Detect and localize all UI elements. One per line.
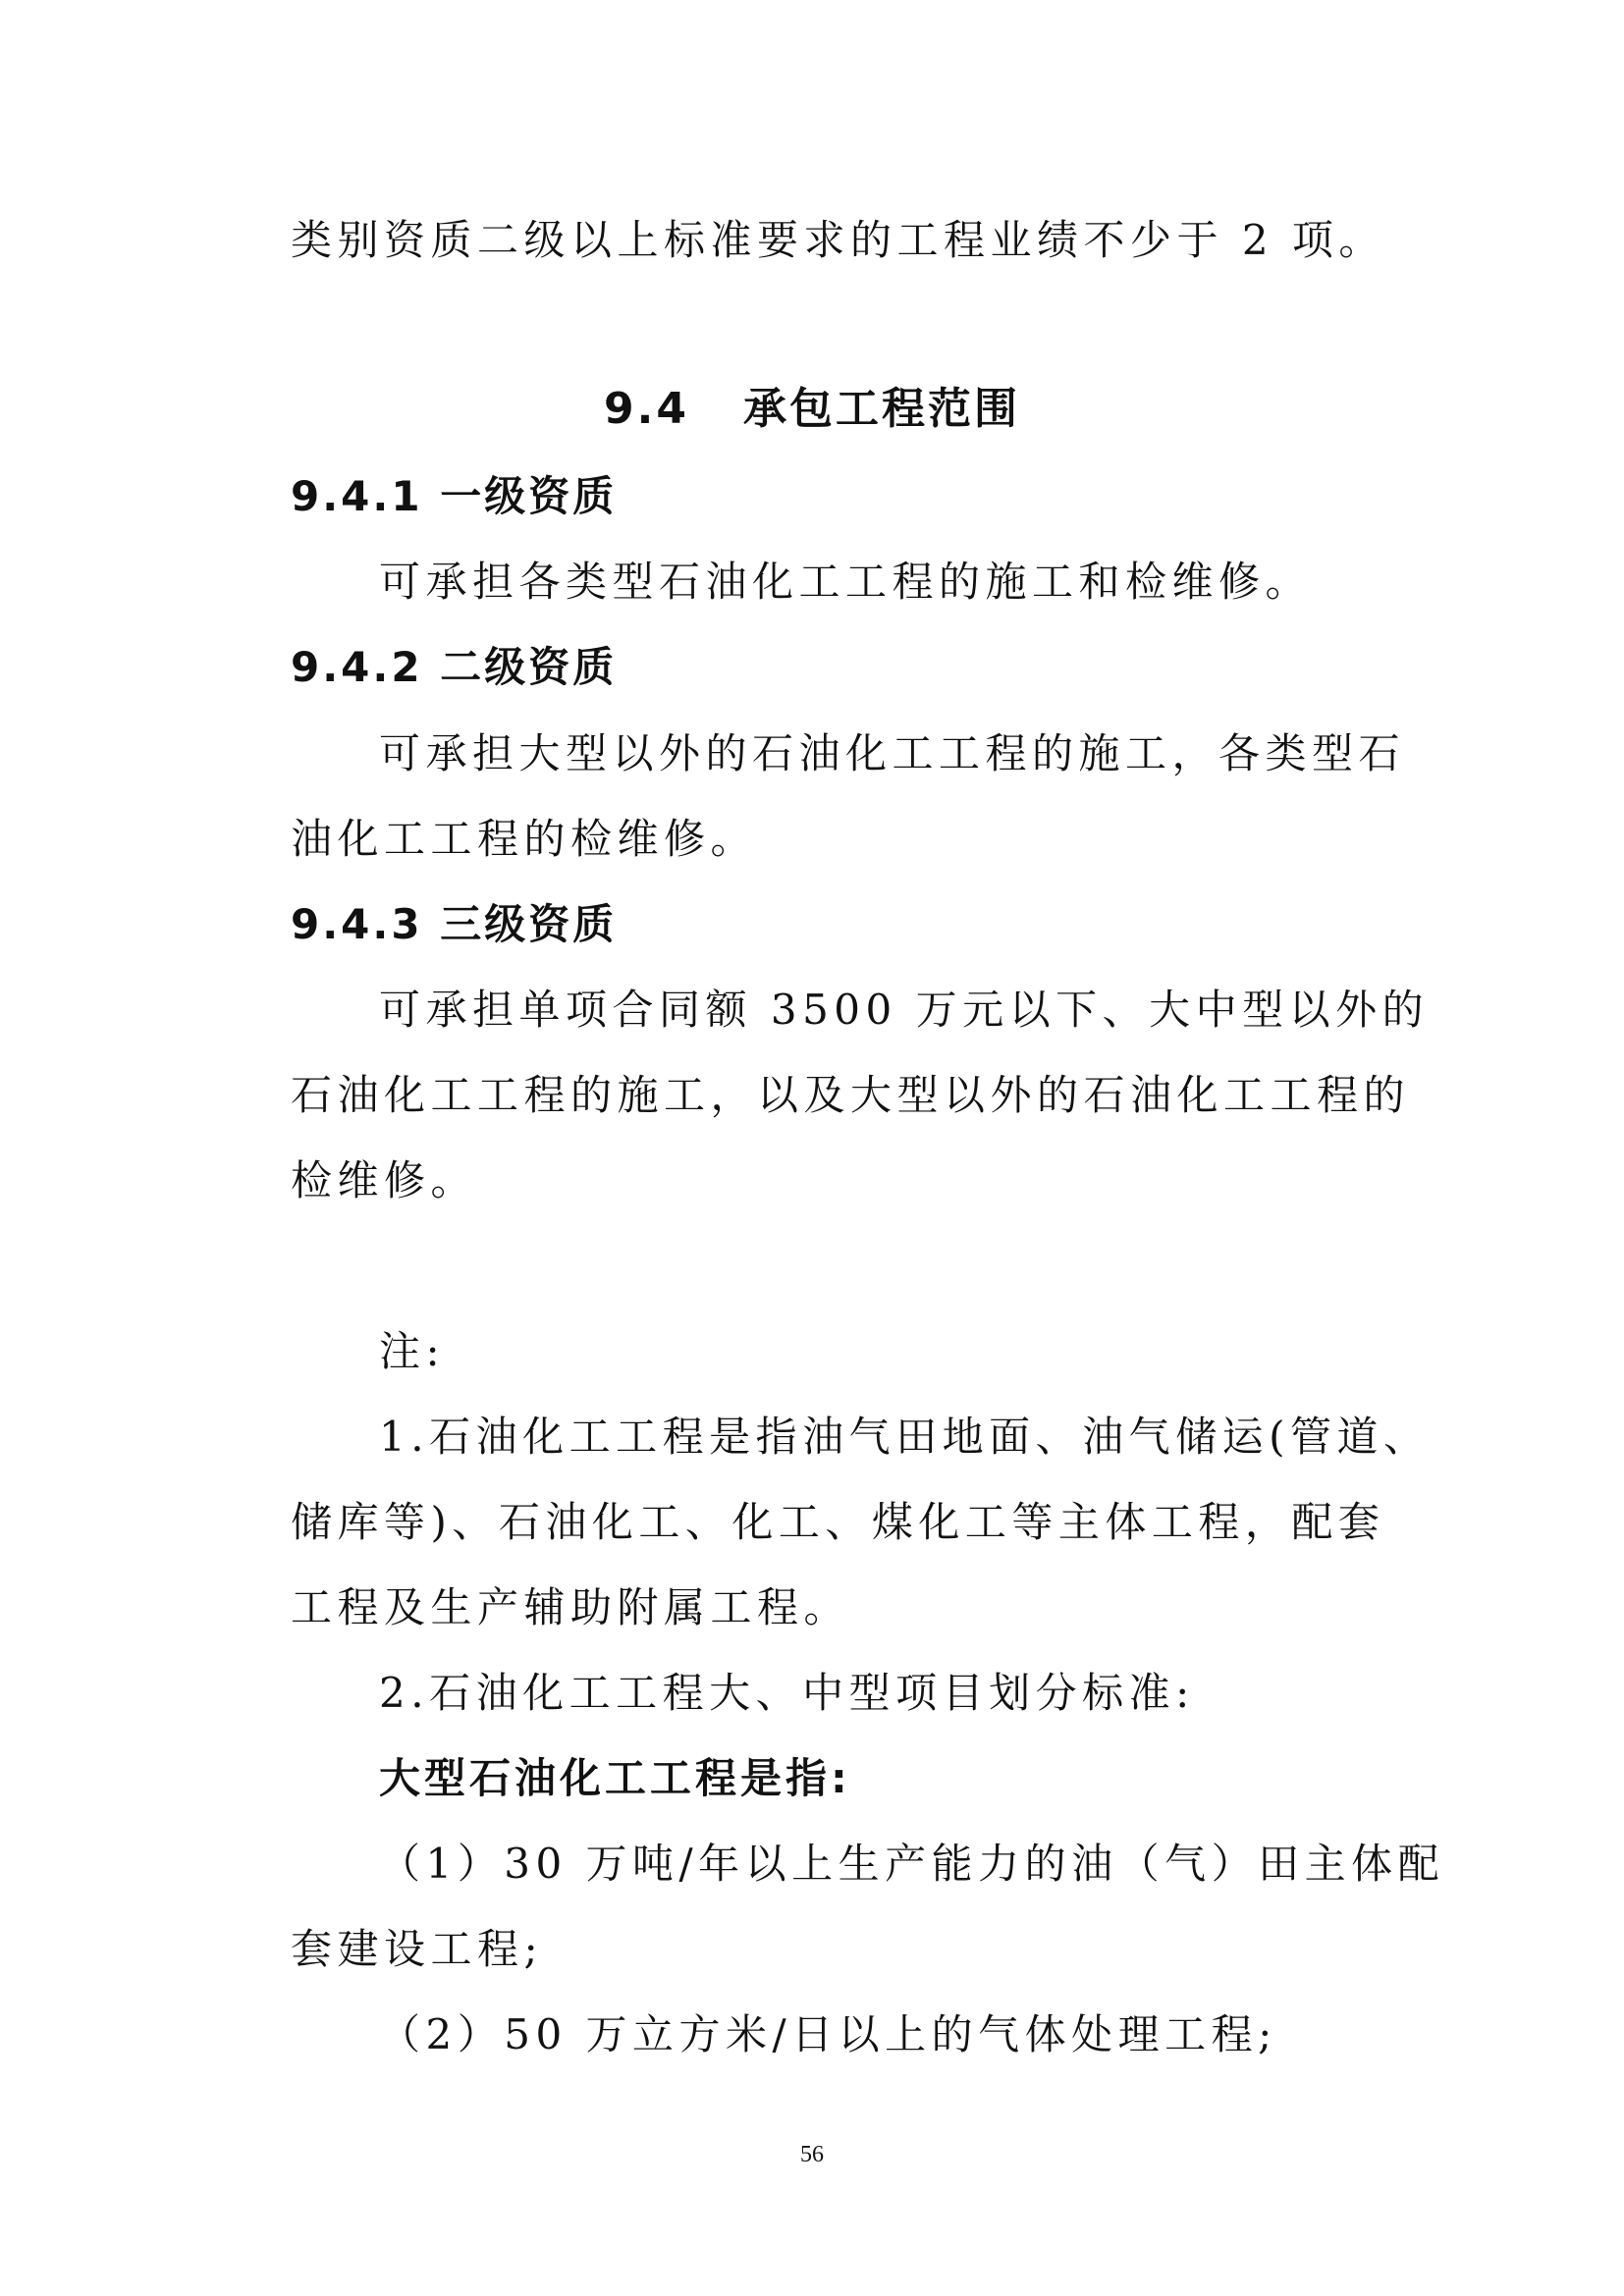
- large-project-heading: 大型石油化工工程是指:: [379, 1754, 851, 1802]
- level3-text-line1: 可承担单项合同额 3500 万元以下、大中型以外的: [379, 986, 1430, 1034]
- large-item1-line1: （1）30 万吨/年以上生产能力的油（气）田主体配: [379, 1840, 1445, 1888]
- note1-line1: 1.石油化工工程是指油气田地面、油气储运(管道、: [379, 1413, 1431, 1461]
- level3-text-line2: 石油化工工程的施工，以及大型以外的石油化工工程的: [291, 1071, 1411, 1119]
- large-item1-line2: 套建设工程;: [291, 1925, 544, 1973]
- note1-line3: 工程及生产辅助附属工程。: [291, 1583, 851, 1631]
- notes-label: 注:: [379, 1327, 446, 1375]
- large-item2: （2）50 万立方米/日以上的气体处理工程;: [379, 2010, 1277, 2058]
- level1-text: 可承担各类型石油化工工程的施工和检维修。: [379, 558, 1313, 606]
- level2-text-line1: 可承担大型以外的石油化工工程的施工，各类型石: [379, 729, 1406, 777]
- note2-text: 2.石油化工工程大、中型项目划分标准:: [379, 1669, 1195, 1717]
- level3-heading: 9.4.3 三级资质: [291, 900, 618, 948]
- continuation-text: 类别资质二级以上标准要求的工程业绩不少于 2 项。: [291, 216, 1385, 264]
- level2-text-line2: 油化工工程的检维修。: [291, 815, 758, 863]
- note1-line2: 储库等)、石油化工、化工、煤化工等主体工程，配套: [291, 1498, 1385, 1546]
- section-title: 9.4 承包工程范围: [604, 384, 1020, 434]
- level1-heading: 9.4.1 一级资质: [291, 472, 618, 520]
- page-number: 56: [800, 2142, 824, 2167]
- level2-heading: 9.4.2 二级资质: [291, 643, 618, 691]
- level3-text-line3: 检维修。: [291, 1156, 478, 1204]
